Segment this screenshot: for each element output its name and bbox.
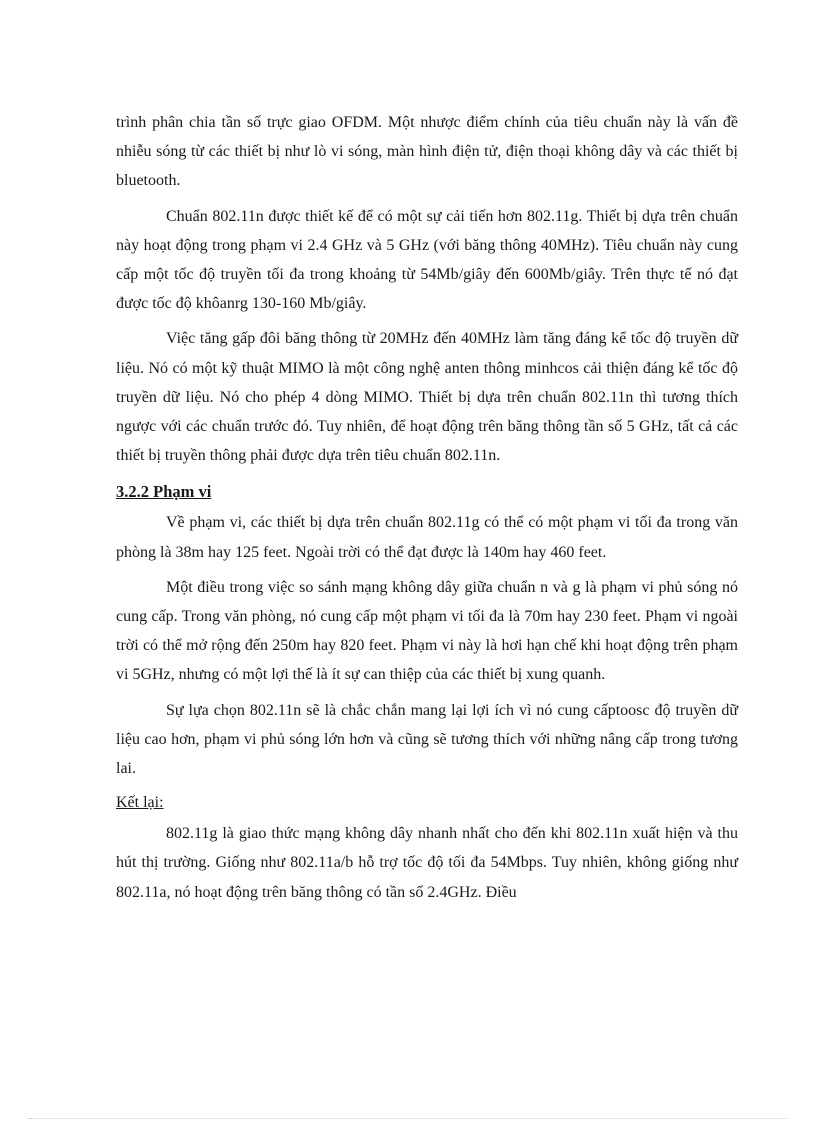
paragraph-80211n-intro: Chuẩn 802.11n được thiết kế để có một sự cải tiến hơn 802.11g. Thiết bị dựa trên chuẩn này hoạt động trong phạm vi 2.4 GHz và 5 GHz (với băng thông 40MHz). Tiêu chuẩn này cung cấp một tốc độ truyền tối đa trong khoảng từ 54Mb/giây đến 600Mb/giây. Trên thực tế nó đạt được tốc độ khôanrg 130-160 Mb/giây. <box>116 207 738 313</box>
paragraph-conclusion: 802.11g là giao thức mạng không dây nhanh nhất cho đến khi 802.11n xuất hiện và thu hút thị trường. Giống như 802.11a/b hỗ trợ tốc độ tối đa 54Mbps. Tuy nhiên, không giống như 802.11a, nó hoạt động trên băng thông có tần số 2.4GHz. Điều <box>116 825 738 901</box>
paragraph-choice-80211n: Sự lựa chọn 802.11n sẽ là chắc chắn mang lại lợi ích vì nó cung cấptoosc độ truyền dữ liệu cao hơn, phạm vi phủ sóng lớn hơn và cũng sẽ tương thích với những nâng cấp trong tương lai. <box>116 701 738 778</box>
section-heading-range: 3.2.2 Phạm vi <box>116 482 212 502</box>
page-bottom-divider <box>28 1118 788 1119</box>
conclusion-heading: Kết lại: <box>116 794 164 812</box>
paragraph-ofdm: trình phân chia tần số trực giao OFDM. Một nhược điểm chính của tiêu chuẩn này là vấn đề nhiễu sóng từ các thiết bị như lò vi sóng, màn hình điện tử, điện thoại không dây và các thiết bị bluetooth. <box>116 114 738 190</box>
paragraph-range-80211g: Về phạm vi, các thiết bị dựa trên chuẩn 802.11g có thể có một phạm vi tối đa trong văn phòng là 38m hay 125 feet. Ngoài trời có thể đạt được là 140m hay 460 feet. <box>116 514 738 561</box>
paragraph-range-comparison: Một điều trong việc so sánh mạng không dây giữa chuẩn n và g là phạm vi phủ sóng nó cung cấp. Trong văn phòng, nó cung cấp một phạm vi tối đa là 70m hay 230 feet. Phạm vi ngoài trời có thể mở rộng đến 250m hay 820 feet. Phạm vi này là hơi hạn chế khi hoạt động trên phạm vi 5GHz, nhưng có một lợi thế là ít sự can thiệp của các thiết bị xung quanh. <box>116 578 738 684</box>
paragraph-mimo: Việc tăng gấp đôi băng thông từ 20MHz đến 40MHz làm tăng đáng kể tốc độ truyền dữ liệu. Nó có một kỹ thuật MIMO là một công nghệ anten thông minhcos cải thiện đáng kể tốc độ truyền dữ liệu. Nó cho phép 4 dòng MIMO. Thiết bị dựa trên chuẩn 802.11n thì tương thích ngược với các chuẩn trước đó. Tuy nhiên, để hoạt động trên băng thông tần số 5 GHz, tất cả các thiết bị truyền thông phải được dựa trên tiêu chuẩn 802.11n. <box>116 330 738 465</box>
document-page <box>116 108 738 913</box>
